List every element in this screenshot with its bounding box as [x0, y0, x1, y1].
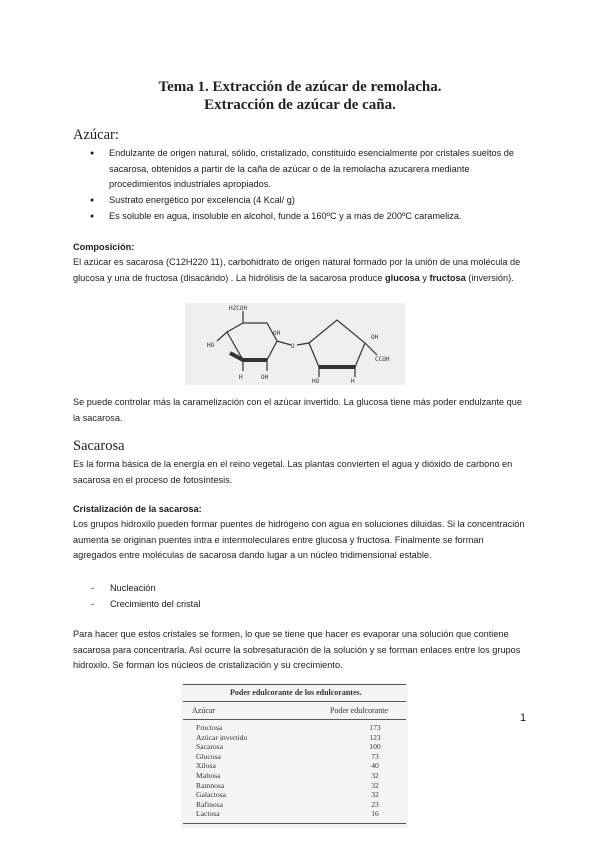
table-body	[196, 723, 386, 819]
table-cell-value: 32	[371, 780, 379, 790]
table-row	[196, 752, 386, 762]
sacarosa-paragraph: Es la forma básica de la energía en el reino vegetal. Las plantas convierten el agua y dióxido de carbono en sacarosa en el proceso de fotosíntesis.	[73, 459, 513, 485]
table-cell-value: 73	[371, 751, 379, 761]
table-row	[196, 771, 386, 781]
table-title: Poder edulcorante de los edulcorantes.	[230, 688, 362, 697]
azucar-bullet-list	[90, 146, 520, 225]
glycosidic-bond-right	[297, 343, 309, 345]
bond-ccoh	[365, 343, 377, 355]
label-ho-left: HO	[207, 342, 215, 349]
table-cell-name: Glucosa	[196, 751, 221, 761]
table-cell-value: 16	[371, 809, 379, 819]
table-col-azucar: Azúcar	[192, 706, 216, 715]
table-row	[196, 761, 386, 771]
table-top-rule	[183, 684, 406, 685]
label-oh-left: OH	[261, 374, 269, 381]
label-oh-bottom: OH	[273, 330, 281, 337]
label-ccoh: CCOH	[375, 356, 390, 363]
table-row	[196, 733, 386, 743]
table-cell-value: 173	[369, 723, 381, 732]
sucrose-structure-figure	[185, 303, 405, 385]
composicion-paragraph	[73, 255, 528, 286]
table-cell-name: Xilosa	[196, 761, 216, 771]
label-h-bottom: H	[239, 374, 243, 381]
bullet-item: ● Sustrato energético por excelencia (4 Kcal/ g)	[90, 193, 520, 209]
table-cell-name: Ramnosa	[196, 780, 225, 790]
label-ho-right: HO	[312, 378, 320, 385]
glucose-ring-bold-edge	[230, 353, 267, 360]
table-cell-name: Sacarosa	[196, 742, 223, 752]
step-item: - Crecimiento del cristal	[91, 597, 200, 613]
bullet-item: ● Es soluble en agua, insoluble en alcohol, funde a 160ºC y a más de 200ºC carameliza.	[90, 209, 520, 225]
table-row	[196, 723, 386, 733]
document-title-line-2: Extracción de azúcar de caña.	[204, 97, 396, 113]
sucrose-structure-drawing	[185, 303, 405, 385]
bond-left	[217, 332, 227, 341]
composicion-text-a: El azúcar es sacarosa (C12H220 11), carbohidrato de origen natural formado por la unión de una molécula de glucosa y una de fructosa (disacárido) . La hidrólisis de la sacarosa produce	[73, 257, 521, 283]
table-cell-name: Galactosa	[196, 790, 226, 800]
term-fructosa: fructosa	[429, 272, 466, 283]
glycosidic-bond-left	[277, 341, 291, 345]
label-oh-right: OH	[371, 334, 379, 341]
step-item: - Nucleación	[91, 581, 200, 597]
table-bottom-rule	[183, 823, 406, 824]
table-header-rule-bottom	[183, 719, 406, 720]
table-row	[196, 809, 386, 819]
section-heading-sacarosa: Sacarosa	[73, 438, 125, 454]
bullet-item: ● Endulzante de origen natural, sólido, cristalizado, constituido esencialmente por cristales sueltos de sacarosa, obtenidos a partir de la caña de azúcar o de la remolacha azucarera mediante procedimientos industriales apropiados.	[90, 146, 520, 193]
term-glucosa: glucosa	[385, 272, 420, 283]
fructose-ring	[309, 320, 365, 367]
table-header-rule-top	[183, 701, 406, 702]
section-heading-azucar: Azúcar:	[73, 127, 119, 143]
composicion-text-b: y	[419, 272, 430, 283]
cristalizacion-paragraph: Los grupos hidroxilo pueden formar puentes de hidrógeno con agua en soluciones diluidas. Si la concentración aumenta se originan puentes intra e intermoleculares entre glucosa y fructosa. Finalmente se forman agregados entre moléculas de sacarosa dando lugar a un núcleo tridimensional estable.	[73, 519, 525, 561]
table-cell-name: Fructosa	[196, 723, 223, 732]
cristalizacion-closing-paragraph: Para hacer que estos cristales se formen, lo que se tiene que hacer es evaporar una solución que contiene sacarosa para concentrarla. Así ocurre la sobresaturación de la solución y se forman enlaces entre los grupos hidroxilo. Se forman los núcleos de cristalización y su crecimiento.	[73, 629, 521, 671]
table-cell-value: 100	[369, 742, 381, 752]
page-number: 1	[520, 712, 527, 724]
table-row	[196, 781, 386, 791]
cristalizacion-steps	[91, 581, 200, 612]
document-title-line-1: Tema 1. Extracción de azúcar de remolacha.	[158, 79, 442, 95]
table-cell-value: 32	[371, 790, 379, 800]
table-col-poder: Poder edulcorante	[330, 706, 388, 715]
table-cell-value: 32	[371, 770, 379, 780]
table-cell-value: 40	[371, 761, 379, 771]
caramelizacion-paragraph: Se puede controlar más la caramelización con el azúcar invertido. La glucosa tiene más poder endulzante que la sacarosa.	[73, 397, 522, 423]
table-row	[196, 742, 386, 752]
section-heading-composicion: Composición:	[73, 242, 135, 252]
table-cell-value: 23	[371, 799, 379, 809]
table-cell-name: Lactosa	[196, 809, 220, 819]
table-cell-value: 123	[369, 732, 381, 742]
table-cell-name: Rafinosa	[196, 799, 223, 809]
table-row	[196, 790, 386, 800]
composicion-text-c: (inversión).	[465, 272, 514, 283]
label-o-link: O	[291, 343, 295, 350]
table-cell-name: Maltosa	[196, 770, 221, 780]
label-h2coh: H2COH	[229, 305, 248, 312]
table-row	[196, 800, 386, 810]
label-h-right: H	[351, 378, 355, 385]
table-cell-name: Azúcar invertido	[196, 732, 248, 742]
section-heading-cristalizacion: Cristalización de la sacarosa:	[73, 504, 202, 514]
